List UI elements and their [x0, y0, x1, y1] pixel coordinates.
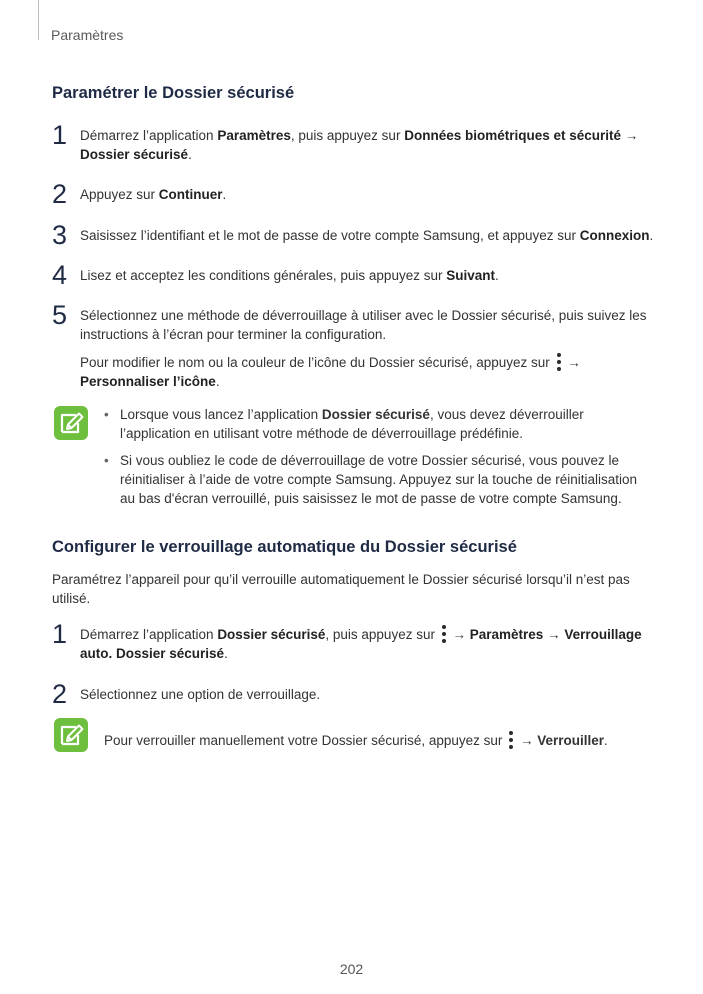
step-number: 1 [52, 619, 68, 649]
section-title: Paramétrer le Dossier sécurisé [52, 84, 295, 102]
step-number: 4 [52, 260, 68, 290]
step-text: Démarrez l’application Dossier sécurisé, puis appuyez sur → Paramètres → Verrouillage auto. Dossier sécurisé. [80, 627, 642, 661]
step-text: Sélectionnez une option de verrouillage. [80, 687, 321, 702]
step-number: 2 [52, 679, 68, 709]
step-text: Saisissez l’identifiant et le mot de passe de votre compte Samsung, et appuyez sur Connexion. [80, 228, 654, 243]
more-vertical-icon [441, 625, 447, 643]
note-pencil-icon [54, 406, 88, 440]
step-number: 5 [52, 300, 68, 330]
more-vertical-icon [508, 731, 514, 749]
note-pencil-icon [54, 718, 88, 752]
step-text: Appuyez sur Continuer. [80, 187, 227, 202]
header-title: Paramètres [51, 27, 124, 43]
page-number: 202 [339, 961, 364, 977]
step-text: Démarrez l’application Paramètres, puis appuyez sur Données biométriques et sécurité → Dossier sécurisé. [80, 128, 639, 162]
step-number: 1 [52, 120, 68, 150]
more-vertical-icon [556, 353, 562, 371]
step-number: 3 [52, 220, 68, 250]
step-text: Lisez et acceptez les conditions générales, puis appuyez sur Suivant. [80, 268, 499, 283]
section-intro: Paramétrez l’appareil pour qu’il verrouille automatiquement le Dossier sécurisé lorsqu’il n’est pas utilisé. [52, 572, 630, 606]
header-rule [38, 0, 39, 40]
note-text: Lorsque vous lancez l’application Dossier sécurisé, vous devez déverrouiller l’application en utilisant votre méthode de déverrouillage prédéfinie. [120, 407, 584, 441]
section-title: Configurer le verrouillage automatique du Dossier sécurisé [52, 538, 517, 556]
step-extra-text: Pour modifier le nom ou la couleur de l’icône du Dossier sécurisé, appuyez sur → Personnaliser l’icône. [80, 355, 581, 389]
step-number: 2 [52, 179, 68, 209]
note-text: Pour verrouiller manuellement votre Dossier sécurisé, appuyez sur → Verrouiller. [104, 733, 608, 748]
step-text: Sélectionnez une méthode de déverrouillage à utiliser avec le Dossier sécurisé, puis suivez les instructions à l’écran pour terminer la configuration. [80, 308, 647, 342]
note-text: Si vous oubliez le code de déverrouillage de votre Dossier sécurisé, vous pouvez le réinitialiser à l’aide de votre compte Samsung. Appuyez sur la touche de réinitialisation au bas d'écran verrouillé, puis saisissez le mot de passe de votre compte Samsung. [120, 453, 638, 506]
